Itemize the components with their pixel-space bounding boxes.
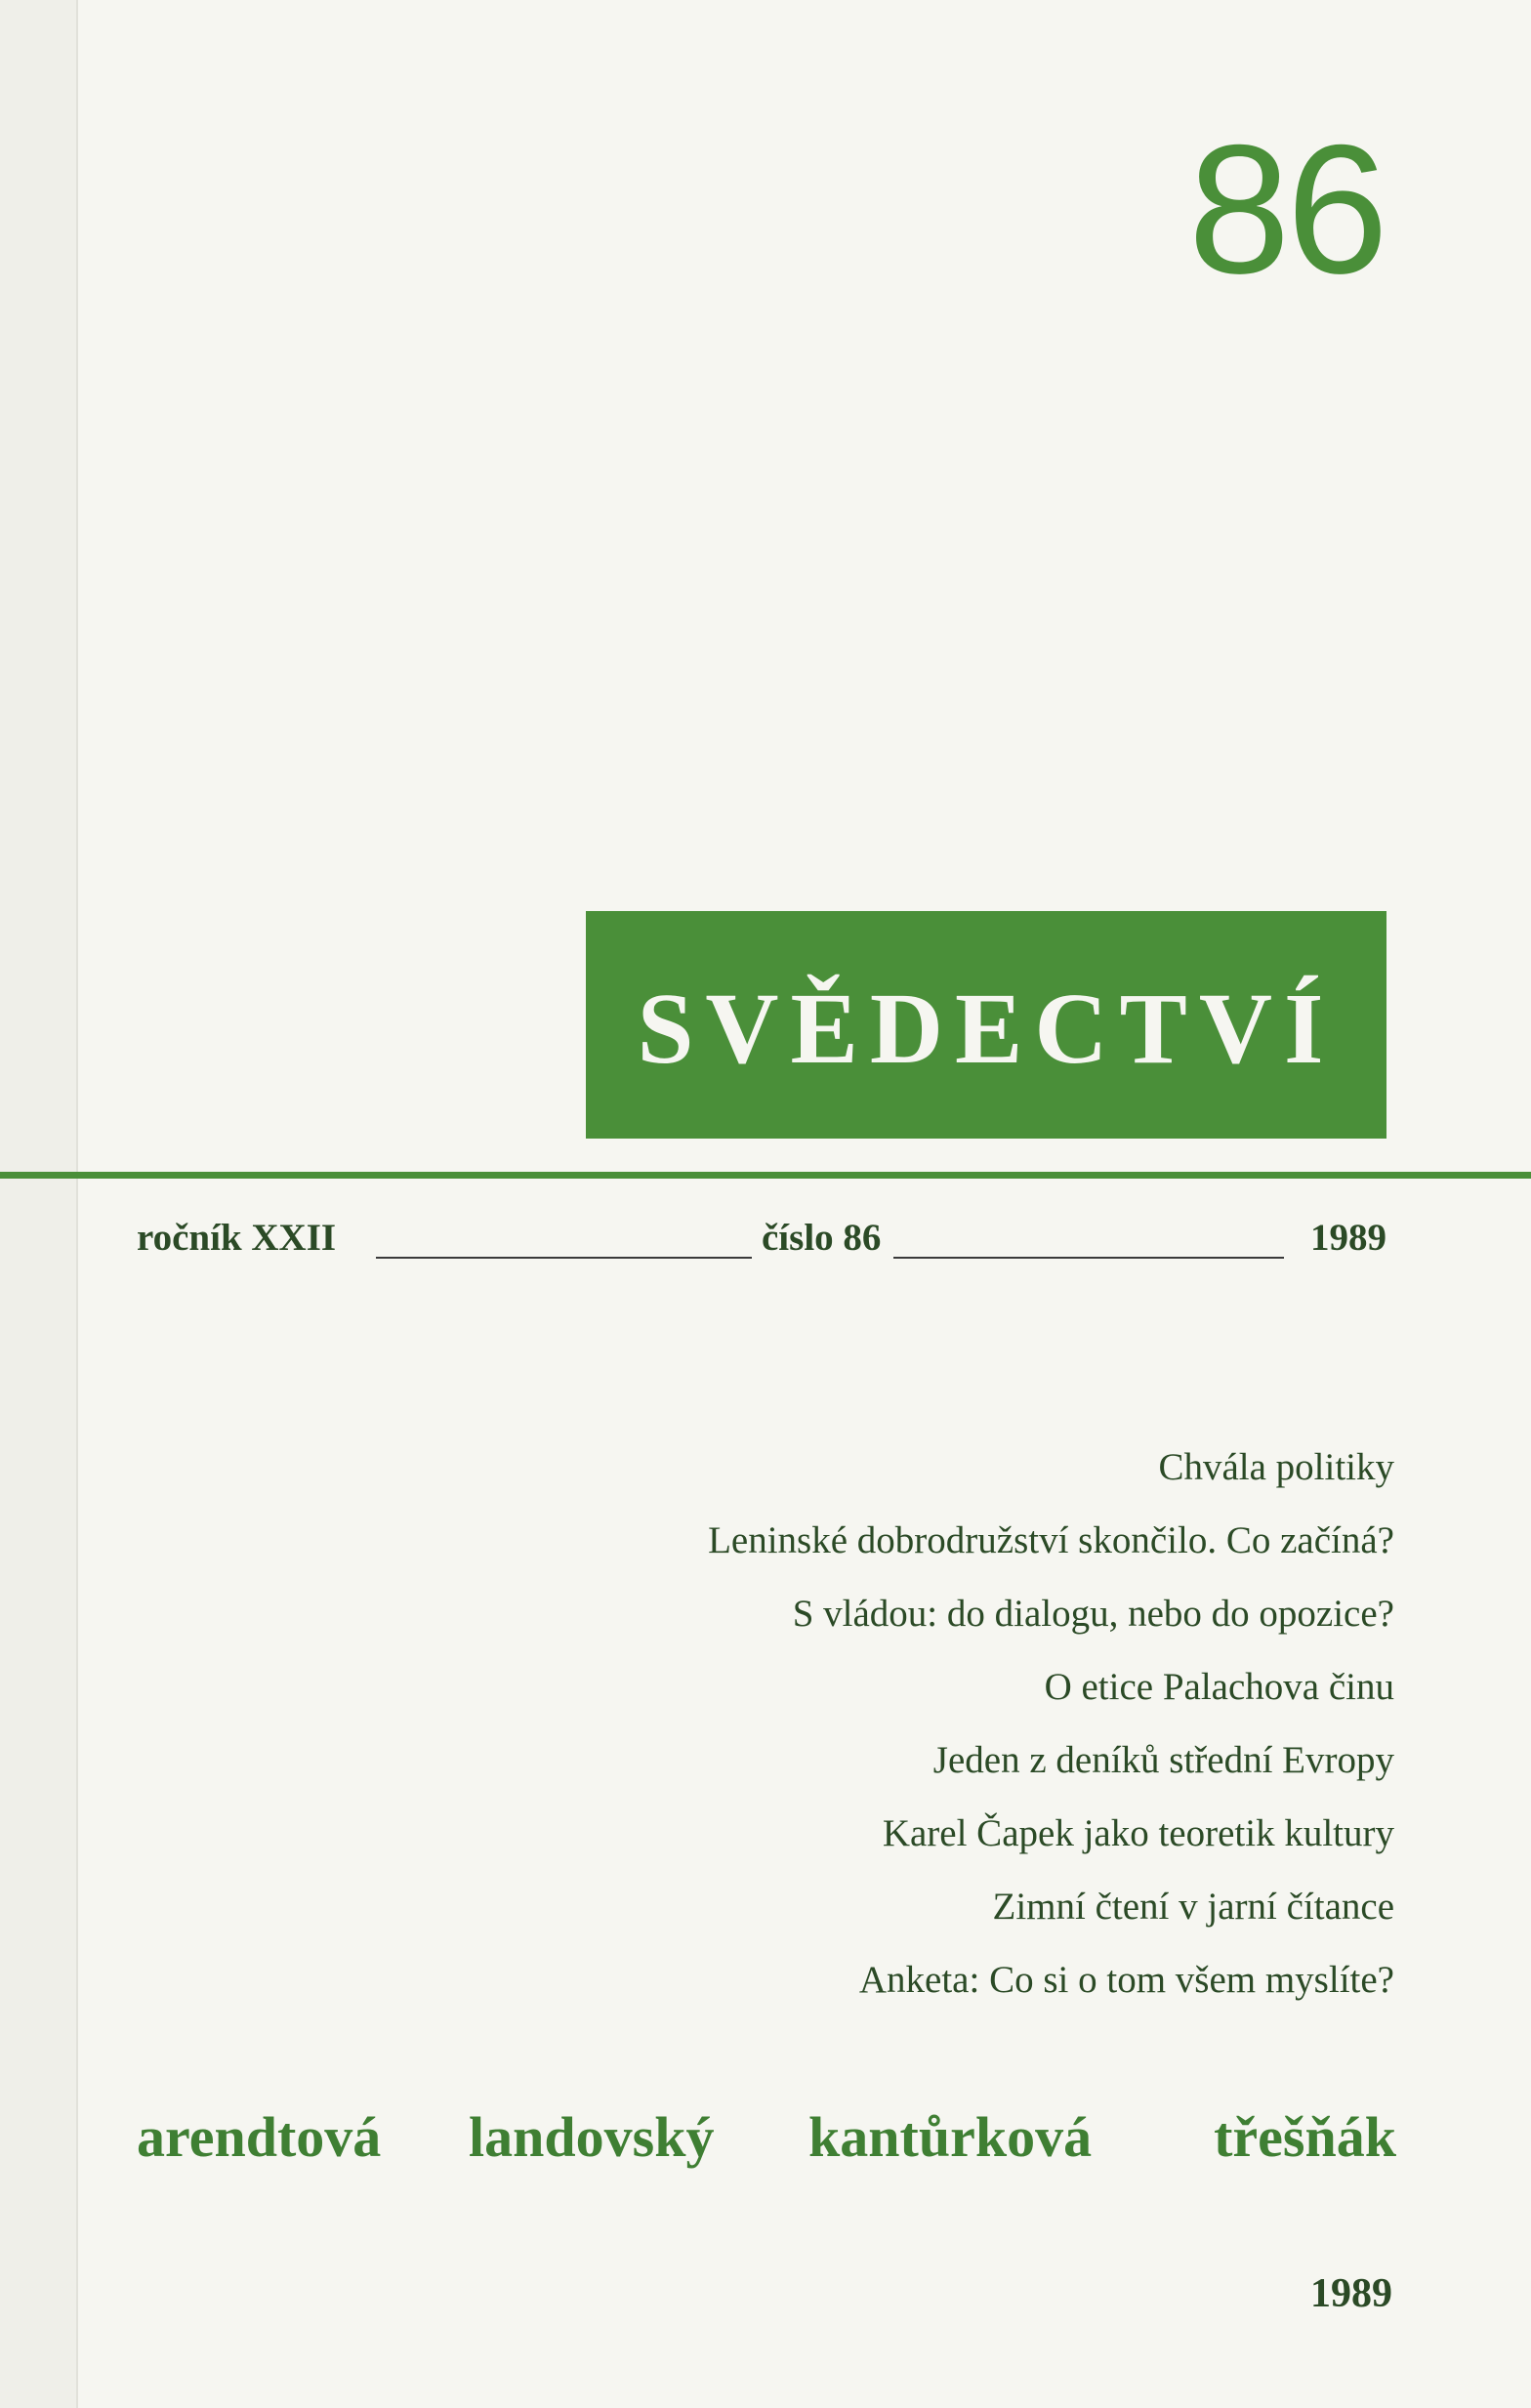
volume-label: ročník XXII [137,1217,337,1259]
year-bottom-label: 1989 [1310,2271,1392,2316]
issue-label: číslo 86 [762,1217,882,1259]
contents-item: Chvála politiky [1158,1446,1394,1488]
contents-item: O etice Palachova činu [1044,1666,1394,1708]
horizontal-rule [0,1172,1531,1179]
authors-row [137,2104,1396,2182]
spine-fold-line [76,0,78,2408]
contents-list [418,1431,1394,2016]
issue-number: 86 [1187,106,1385,311]
contents-item: Leninské dobrodružství skončilo. Co začíná? [708,1519,1394,1561]
magazine-title: SVĚDECTVÍ [637,973,1336,1085]
spine-shadow [0,0,76,2408]
contents-item: Zimní čtení v jarní čítance [992,1886,1394,1928]
issue-meta-row [137,1216,1386,1274]
contents-item: Jeden z deníků střední Evropy [932,1739,1394,1781]
title-banner [586,911,1386,1139]
contents-item: Anketa: Co si o tom všem myslíte? [858,1959,1394,2001]
year-top-label: 1989 [1310,1217,1386,1259]
author-name: landovský [469,2105,715,2169]
meta-divider-line [376,1257,752,1259]
author-name: kantůrková [808,2105,1093,2169]
contents-item: Karel Čapek jako teoretik kultury [882,1812,1394,1854]
meta-divider-line [893,1257,1284,1259]
contents-item: S vládou: do dialogu, nebo do opozice? [792,1593,1394,1635]
author-name: arendtová [137,2105,382,2169]
author-name: třešňák [1214,2105,1396,2169]
